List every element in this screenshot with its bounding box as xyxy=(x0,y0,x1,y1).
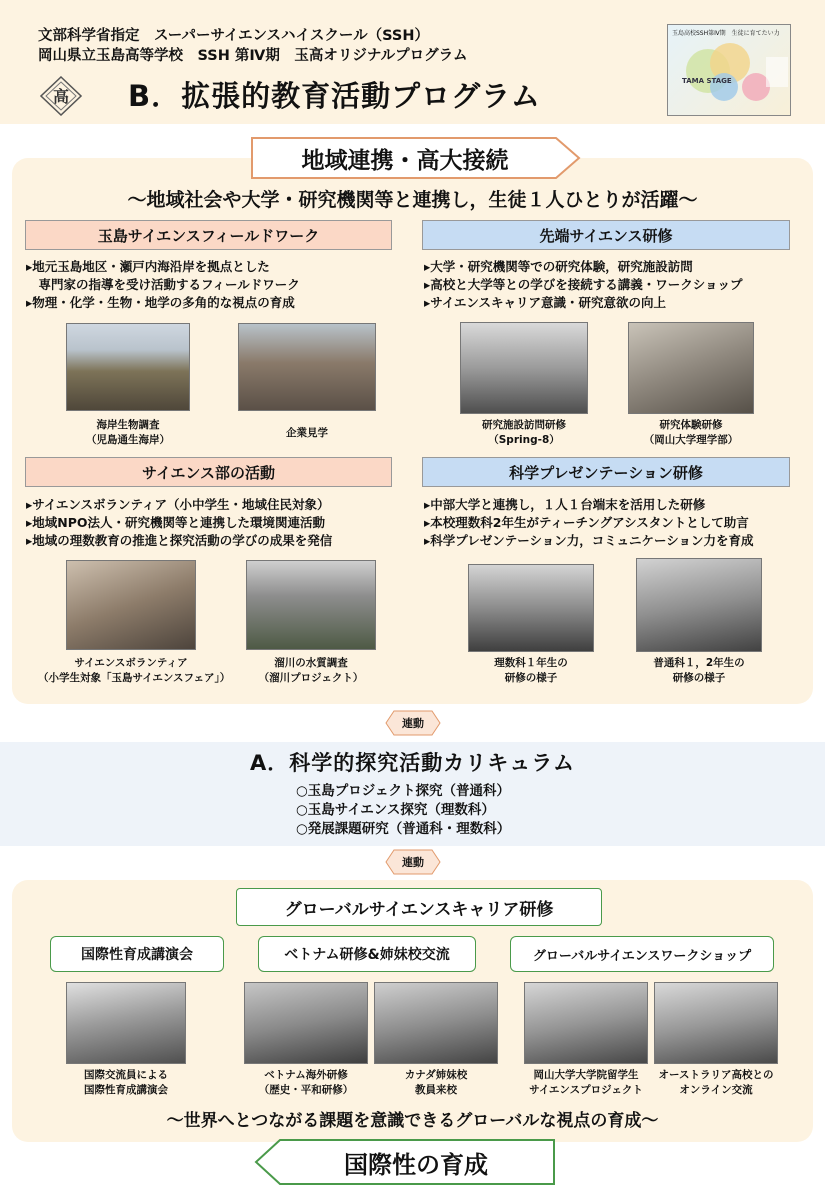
header-line-1: 文部科学省指定 スーパーサイエンスハイスクール（SSH） xyxy=(38,28,429,44)
photo-caption: 国際交流員による 国際性育成講演会 xyxy=(84,1069,168,1096)
vietnam-photo xyxy=(244,982,368,1064)
photo-caption: 研究体験研修 （岡山大学理学部） xyxy=(643,419,739,446)
school-logo xyxy=(40,76,82,116)
bullet: ▸サイエンスボランティア（小中学生・地域住民対象） xyxy=(26,497,330,512)
global-subtitle: ～世界へとつながる課題を意識できるグローバルな視点の育成～ xyxy=(166,1111,659,1131)
fieldwork-bullets xyxy=(26,258,300,312)
advanced-bullets xyxy=(424,258,743,312)
photo-caption: 理数科１年生の 研修の様子 xyxy=(494,657,568,684)
bullet: ▸大学・研究機関等での研究体験，研究施設訪問 xyxy=(424,259,693,274)
section-subtitle: ～地域社会や大学・研究機関等と連携し，生徒１人ひとりが活躍～ xyxy=(127,189,698,211)
photo-caption: 海岸生物調査 （児島通生海岸） xyxy=(86,419,170,446)
bullet: ▸中部大学と連携し，１人１台端末を活用した研修 xyxy=(424,497,706,512)
curriculum-title: A．科学的探究活動カリキュラム xyxy=(249,751,576,775)
photo-caption: サイエンスボランティア （小学生対象「玉島サイエンスフェア」） xyxy=(38,657,231,684)
curriculum-item: ○玉島プロジェクト探究（普通科） xyxy=(296,783,511,799)
thumb-stage: TAMA STAGE xyxy=(682,77,732,85)
curriculum-item: ○発展課題研究（普通科・理数科） xyxy=(296,821,511,837)
fieldwork-title: 玉島サイエンスフィールドワーク xyxy=(25,220,392,250)
box-lecture: 国際性育成講演会 xyxy=(50,936,224,972)
factory-photo xyxy=(238,323,376,411)
header-line-2: 岡山県立玉島高等学校 SSH 第Ⅳ期 玉高オリジナルプログラム xyxy=(38,48,468,64)
class1-photo xyxy=(468,564,594,652)
bullet: ▸高校と大学等との学びを接続する講義・ワークショップ xyxy=(424,277,743,292)
photo-caption: 溜川の水質調査 （溜川プロジェクト） xyxy=(258,657,364,684)
stage-thumbnail xyxy=(667,24,791,116)
spring8-photo xyxy=(460,322,588,414)
curriculum-item: ○玉島サイエンス探究（理数科） xyxy=(296,802,495,818)
photo-caption: カナダ姉妹校 教員来校 xyxy=(404,1069,468,1096)
thumb-title: 玉島高校SSH第Ⅳ期 生徒に育てたい力 xyxy=(672,30,780,37)
link-label: 連動 xyxy=(402,856,424,869)
bullet: ▸サイエンスキャリア意識・研究意欲の向上 xyxy=(424,295,667,310)
curriculum-list xyxy=(296,782,510,839)
bullet: ▸物理・化学・生物・地学の多角的な視点の育成 xyxy=(26,295,295,310)
photo-caption: 研究施設訪問研修 （Spring-8） xyxy=(482,419,566,446)
bullet: ▸地域の理数教育の推進と探究活動の学びの成果を発信 xyxy=(26,533,333,548)
okayama-photo xyxy=(524,982,648,1064)
box-workshop: グローバルサイエンスワークショップ xyxy=(510,936,774,972)
stage-diagram-icon xyxy=(668,37,792,115)
box-vietnam: ベトナム研修&姉妹校交流 xyxy=(258,936,476,972)
bullet: ▸地域NPO法人・研究機関等と連携した環境関連活動 xyxy=(26,515,326,530)
bullet: ▸地元玉島地区・瀬戸内海沿岸を拠点とした xyxy=(26,259,270,274)
river-photo xyxy=(246,560,376,650)
bullet: ▸科学プレゼンテーション力，コミュニケーション力を育成 xyxy=(424,533,754,548)
club-title: サイエンス部の活動 xyxy=(25,457,392,487)
page-title: B．拡張的教育活動プログラム xyxy=(128,79,541,113)
global-heading: 国際性の育成 xyxy=(344,1150,488,1179)
class2-photo xyxy=(636,558,762,652)
photo-caption: 岡山大学大学院留学生 サイエンスプロジェクト xyxy=(529,1069,643,1096)
photo-caption: ベトナム海外研修 （歴史・平和研修） xyxy=(258,1069,354,1096)
australia-photo xyxy=(654,982,778,1064)
global-title: グローバルサイエンスキャリア研修 xyxy=(236,888,602,926)
coast-photo xyxy=(66,323,190,411)
logo-char: 高 xyxy=(52,87,70,106)
photo-caption: 普通科１，2年生の 研修の様子 xyxy=(653,657,745,684)
canada-photo xyxy=(374,982,498,1064)
bullet: 専門家の指導を受け活動するフィールドワーク xyxy=(26,277,300,292)
bullet: ▸本校理数科2年生がティーチングアシスタントとして助言 xyxy=(424,515,749,530)
club-bullets xyxy=(26,496,332,550)
photo-caption: オーストラリア高校との オンライン交流 xyxy=(658,1069,774,1096)
advanced-title: 先端サイエンス研修 xyxy=(422,220,790,250)
presentation-title: 科学プレゼンテーション研修 xyxy=(422,457,790,487)
volunteer-photo xyxy=(66,560,196,650)
presentation-bullets xyxy=(424,496,754,550)
lab-photo xyxy=(628,322,754,414)
section-heading: 地域連携・高大接続 xyxy=(301,147,509,174)
lecture-photo xyxy=(66,982,186,1064)
photo-caption: 企業見学 xyxy=(286,427,328,439)
link-label: 連動 xyxy=(402,717,424,730)
